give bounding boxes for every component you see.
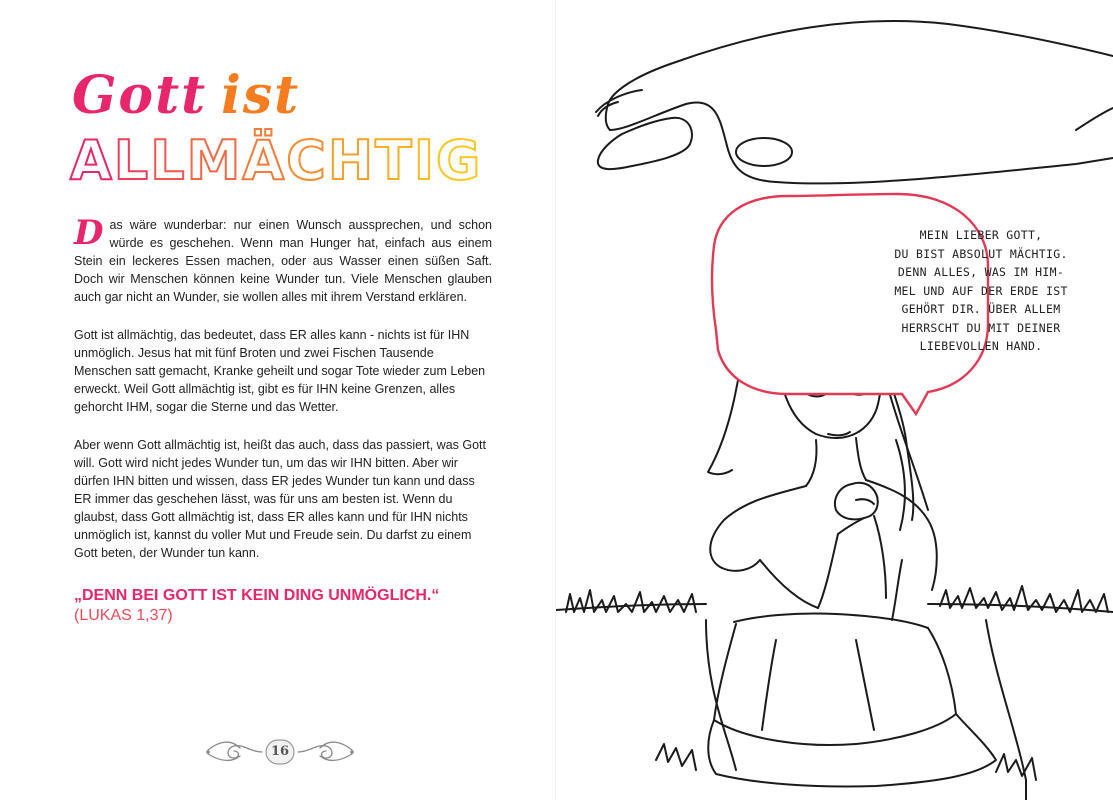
title-letter: A xyxy=(70,129,114,192)
paragraph-1-text: as wäre wunderbar: nur einen Wunsch aussprechen, und schon würde es geschehen. Wenn man Hunger hat, einfach aus einem Stein ein leckeres Essen machen, oder aus Wasser einen süßen Saft. Doch wir Menschen können keine Wunder tun. Viele Menschen glauben auch gar nicht an Wunder, sie wollen alles mit ihrem Verstand erklären. xyxy=(74,218,492,304)
title-line-2 xyxy=(70,129,483,192)
title-letter: L xyxy=(113,129,151,192)
title-letter: T xyxy=(375,129,414,192)
paragraph-2: Gott ist allmächtig, das bedeutet, dass ER alles kann - nichts ist für IHN unmöglich. Jesus hat mit fünf Broten und zwei Fischen Tausende Menschen satt gemacht, Kranke geheilt und sogar Tote wieder zum Leben erweckt. Weil Gott allmächtig ist, gibt es für IHN keine Grenzen, alles gehorcht IHM, sogar die Sterne und das Wetter. xyxy=(74,328,486,414)
speech-line: MEIN LIEBER GOTT, xyxy=(919,228,1043,242)
speech-line: HERRSCHT DU MIT DEINER xyxy=(901,320,1061,335)
title-letter: C xyxy=(286,129,328,192)
speech-line: LIEBEVOLLEN HAND. xyxy=(919,339,1043,353)
title-word-gott: Gott xyxy=(72,65,208,126)
quote-text: „DENN BEI GOTT IST KEIN DING UNMÖGLICH.“ xyxy=(74,587,440,604)
speech-line: MEL UND AUF DER ERDE IST xyxy=(894,283,1068,298)
speech-bubble-text xyxy=(856,226,1106,356)
page-footer xyxy=(200,732,360,772)
speech-line: GEHÖRT DIR. ÜBER ALLEM xyxy=(901,302,1061,316)
title-letter: Ä xyxy=(242,129,287,192)
title-letter: G xyxy=(435,129,483,192)
quote-reference: (LUKAS 1,37) xyxy=(74,607,173,624)
girl-praying-illustration xyxy=(556,0,1113,800)
paragraph-3: Aber wenn Gott allmächtig ist, heißt das auch, dass das passiert, was Gott will. Gott wird nicht jedes Wunder tun, um das wir IHN bitten. Aber wir dürfen IHN bitten und wissen, dass ER jedes Wunder tun kann und dass ER immer das geschehen lässt, was für uns am besten ist. Wenn du glaubst, dass Gott allmächtig ist, dass ER alles kann und für IHN nichts unmöglich ist, kannst du voller Mut und Freude sein. Du darfst zu einem Gott beten, der Wunder tun kann. xyxy=(74,438,486,560)
bible-quote xyxy=(74,586,514,626)
right-page xyxy=(556,0,1113,800)
title-word-ist: ist xyxy=(221,65,301,126)
speech-line: DU BIST ABSOLUT MÄCHTIG. xyxy=(894,246,1068,261)
title-line-1 xyxy=(72,66,300,126)
title-letter: H xyxy=(327,129,376,192)
drop-cap: D xyxy=(74,213,104,253)
title-letter: L xyxy=(150,129,187,192)
title-letter: I xyxy=(413,129,436,192)
title-letter: M xyxy=(186,129,243,192)
left-page xyxy=(0,0,556,800)
speech-line: DENN ALLES, WAS IM HIM- xyxy=(897,265,1065,279)
paragraph-1 xyxy=(74,213,492,306)
page-number: 16 xyxy=(270,744,290,759)
